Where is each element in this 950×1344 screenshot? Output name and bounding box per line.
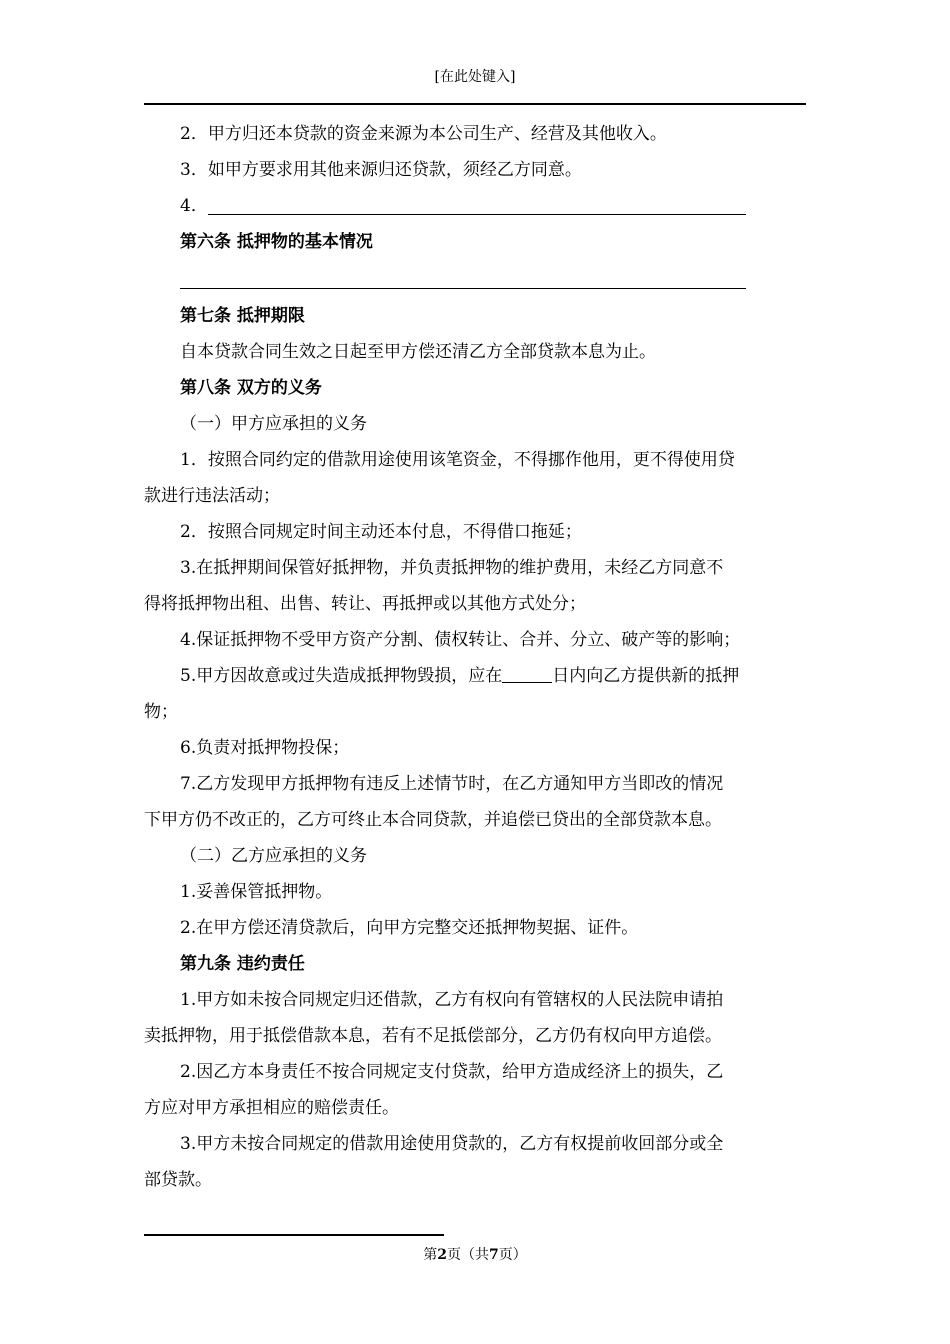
footer-prefix: 第 [423,1247,438,1263]
article-6-blank [144,260,806,298]
page-header: [在此处键入] [434,69,516,85]
clause-5-3: 3．如甲方要求用其他来源归还贷款，须经乙方同意。 [180,160,582,180]
obligation-a4: 4.保证抵押物不受甲方资产分割、债权转让、合并、分立、破产等的影响； [180,630,741,650]
article-7-text: 自本贷款合同生效之日起至甲方偿还清乙方全部贷款本息为止。 [180,342,656,362]
liability-c1-line1: 1.甲方如未按合同规定归还借款，乙方有权向有管辖权的人民法院申请拍 [180,990,724,1010]
clause-5-4-number: 4． [180,196,208,216]
obligation-a5-line2: 物； [144,702,178,722]
obligation-a7-line1: 7.乙方发现甲方抵押物有违反上述情节时，在乙方通知甲方当即改的情况 [180,774,724,794]
obligation-a5-part2: 日内向乙方提供新的抵押 [552,666,740,686]
obligation-a6: 6.负责对抵押物投保； [180,738,350,758]
clause-5-4 [144,188,806,224]
obligation-a1-line1: 1．按照合同约定的借款用途使用该笔资金，不得挪作他用，更不得使用贷 [180,450,735,470]
clause-5-4-blank [208,192,746,215]
document-body [144,116,806,1198]
article-7-title: 第七条 抵押期限 [180,306,305,326]
obligation-b1: 1.妥善保管抵押物。 [180,882,333,902]
obligation-a1-line2: 款进行违法活动； [144,486,280,506]
footer-middle: 页（共 [447,1247,489,1263]
obligation-a7-line2: 下甲方仍不改正的，乙方可终止本合同贷款，并追偿已贷出的全部贷款本息。 [144,810,722,830]
obligation-a3-line2: 得将抵押物出租、出售、转让、再抵押或以其他方式处分； [144,594,586,614]
obligation-a2: 2．按照合同规定时间主动还本付息，不得借口拖延； [180,522,582,542]
liability-c3-line2: 部贷款。 [144,1170,212,1190]
liability-c3-line1: 3.甲方未按合同规定的借款用途使用贷款的，乙方有权提前收回部分或全 [180,1134,724,1154]
obligation-b2: 2.在甲方偿还清贷款后，向甲方完整交还抵押物契据、证件。 [180,918,639,938]
obligation-a3-line1: 3.在抵押期间保管好抵押物，并负责抵押物的维护费用，未经乙方同意不 [180,558,724,578]
header-divider [144,103,806,105]
article-6-title: 第六条 抵押物的基本情况 [180,232,373,252]
obligation-a5-part1: 5.甲方因故意或过失造成抵押物毁损，应在 [180,666,503,686]
article-8-subtitle-1: （一）甲方应承担的义务 [180,414,367,434]
footer-page-total: 7 [489,1247,499,1263]
liability-c2-line1: 2.因乙方本身责任不按合同规定支付贷款，给甲方造成经济上的损失，乙 [180,1062,724,1082]
liability-c2-line2: 方应对甲方承担相应的赔偿责任。 [144,1098,399,1118]
article-8-subtitle-2: （二）乙方应承担的义务 [180,846,367,866]
page-footer [0,1244,950,1264]
article-8-title: 第八条 双方的义务 [180,378,322,398]
footer-suffix: 页） [498,1247,527,1263]
obligation-a5-blank [502,662,552,683]
liability-c1-line2: 卖抵押物，用于抵偿借款本息，若有不足抵偿部分，乙方仍有权向甲方追偿。 [144,1026,722,1046]
article-9-title: 第九条 违约责任 [180,954,305,974]
clause-5-2: 2．甲方归还本贷款的资金来源为本公司生产、经营及其他收入。 [180,124,667,144]
obligation-a5-line1 [144,658,806,694]
footnote-divider [144,1234,444,1236]
footer-page-number: 2 [437,1247,447,1263]
